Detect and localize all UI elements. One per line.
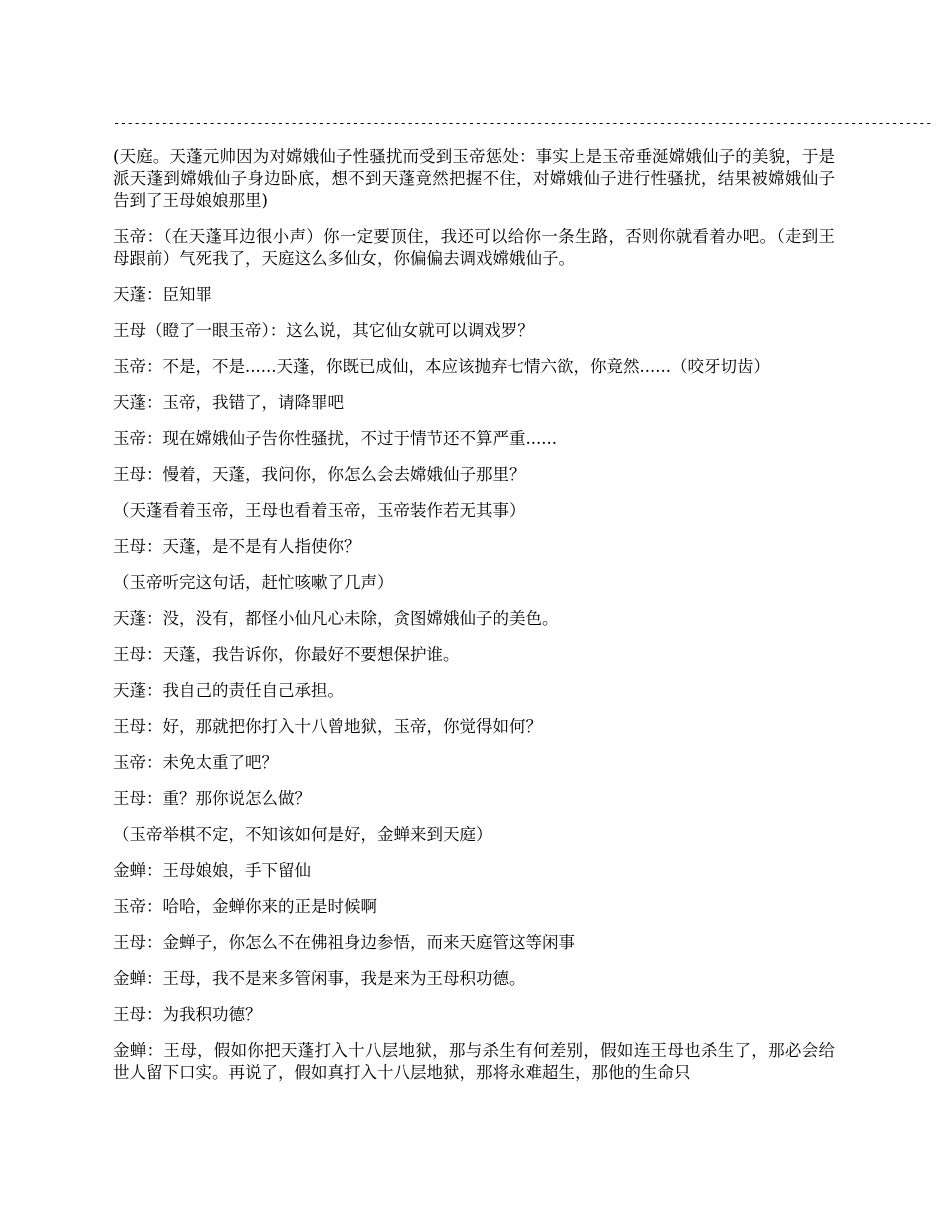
dialogue-line: 王母：慢着，天蓬，我问你，你怎么会去嫦娥仙子那里？ xyxy=(113,465,526,484)
dialogue-line: 王母：天蓬，我告诉你，你最好不要想保护谁。 xyxy=(113,645,460,664)
dialogue-line: 玉帝：（在天蓬耳边很小声）你一定要顶住，我还可以给你一条生路，否则你就看着办吧。（走到王母跟前）气死我了，天庭这么多仙女，你偏偏去调戏嫦娥仙子。 xyxy=(113,227,835,268)
dialogue-line: 天蓬：我自己的责任自己承担。 xyxy=(113,681,344,700)
dialogue-line: 金蝉：王母，我不是来多管闲事，我是来为王母积功德。 xyxy=(113,969,526,988)
stage-direction-line: （玉帝听完这句话，赶忙咳嗽了几声） xyxy=(113,573,394,592)
dialogue-line: 金蝉：王母，假如你把天蓬打入十八层地狱，那与杀生有何差别，假如连王母也杀生了，那必会给世人留下口实。再说了，假如真打入十八层地狱，那将永难超生，那他的生命只 xyxy=(113,1041,835,1082)
script-body xyxy=(113,146,835,1098)
dialogue-line: 王母（瞪了一眼玉帝）：这么说，其它仙女就可以调戏罗？ xyxy=(113,321,534,340)
dialogue-line: 玉帝：不是，不是......天蓬，你既已成仙，本应该抛弃七情六欲，你竟然......（咬牙切齿） xyxy=(113,357,770,376)
stage-direction-line: （玉帝举棋不定，不知该如何是好，金蝉来到天庭） xyxy=(113,825,493,844)
dialogue-line: 玉帝：现在嫦娥仙子告你性骚扰，不过于情节还不算严重...... xyxy=(113,429,557,448)
dialogue-line: 玉帝：未免太重了吧？ xyxy=(113,753,278,772)
dialogue-line: 玉帝：哈哈，金蝉你来的正是时候啊 xyxy=(113,897,377,916)
stage-direction-line: （天蓬看着玉帝，王母也看着玉帝，玉帝装作若无其事） xyxy=(113,501,526,520)
dialogue-line: 金蝉：王母娘娘，手下留仙 xyxy=(113,861,311,880)
dialogue-line: 王母：金蝉子，你怎么不在佛祖身边参悟，而来天庭管这等闲事 xyxy=(113,933,575,952)
dialogue-line: 天蓬：玉帝，我错了，请降罪吧 xyxy=(113,393,344,412)
dialogue-line: 王母：好，那就把你打入十八曾地狱，玉帝，你觉得如何？ xyxy=(113,717,542,736)
stage-direction-paragraph: (天庭。天蓬元帅因为对嫦娥仙子性骚扰而受到玉帝惩处：事实上是玉帝垂涎嫦娥仙子的美貌，于是派天蓬到嫦娥仙子身边卧底，想不到天蓬竟然把握不住，对嫦娥仙子进行性骚扰，结果被嫦娥仙子告到了王母娘娘那里) xyxy=(113,147,835,210)
dialogue-line: 天蓬：臣知罪 xyxy=(113,285,212,304)
dialogue-line: 王母：天蓬，是不是有人指使你？ xyxy=(113,537,361,556)
separator-line: ------------------------------------------------------------------------------------------------------------------------ xyxy=(113,116,932,130)
dialogue-line: 天蓬：没，没有，都怪小仙凡心未除，贪图嫦娥仙子的美色。 xyxy=(113,609,559,628)
dialogue-line: 王母：为我积功德？ xyxy=(113,1005,262,1024)
dialogue-line: 王母：重？那你说怎么做？ xyxy=(113,789,311,808)
